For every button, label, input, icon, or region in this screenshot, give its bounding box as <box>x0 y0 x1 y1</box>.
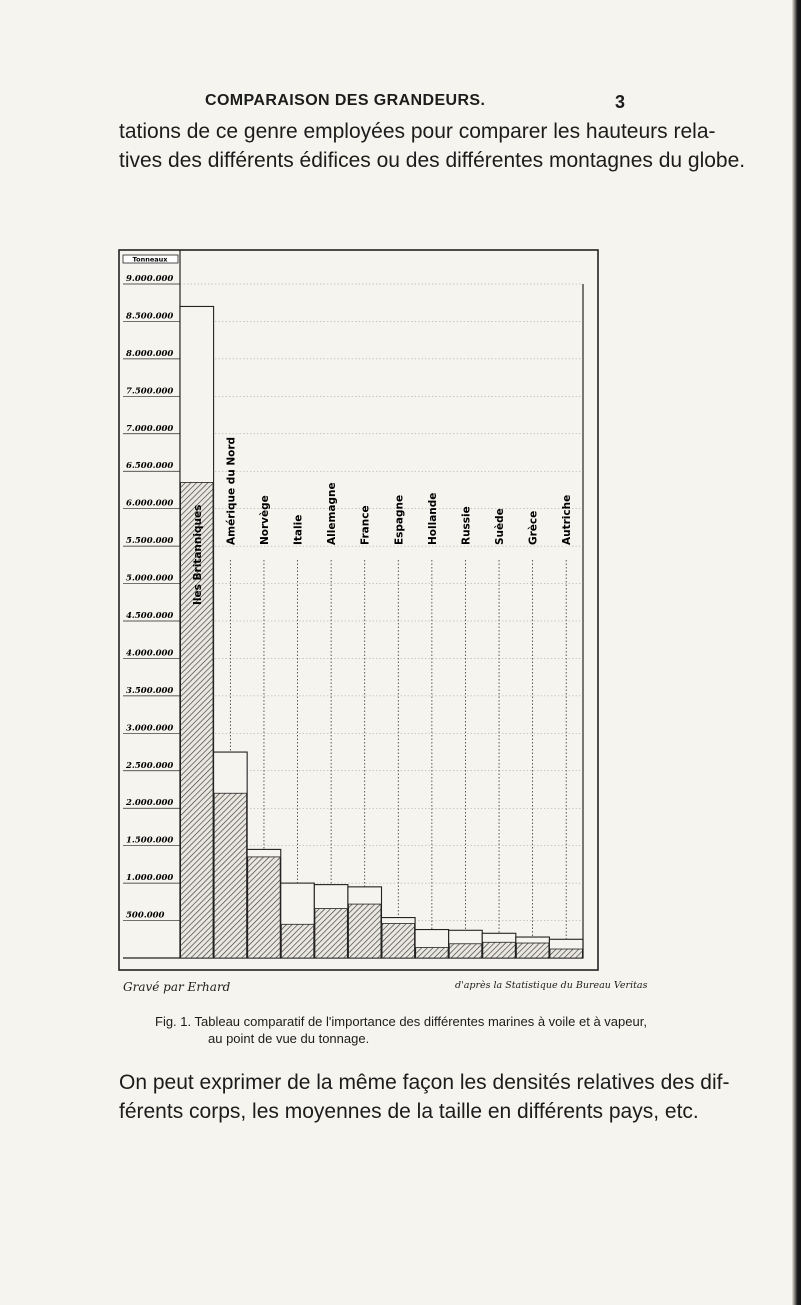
y-tick-label: 3.500.000 <box>126 685 174 696</box>
category-label: Hollande <box>426 492 439 545</box>
bar-hatched <box>550 949 582 958</box>
bar-hatched <box>516 943 548 958</box>
category-label: Suède <box>494 508 507 545</box>
engraver-credit: Gravé par Erhard <box>123 980 231 994</box>
y-tick-label: 2.500.000 <box>126 760 174 771</box>
bar-hatched <box>449 944 481 958</box>
category-label: Espagne <box>393 494 406 545</box>
paragraph-line: On peut exprimer de la même façon les densités relatives des dif- <box>119 1071 730 1094</box>
category-label: Iles Britanniques <box>191 504 204 605</box>
caption-line: au point de vue du tonnage. <box>208 1031 370 1046</box>
bar-hatched <box>248 857 280 958</box>
category-label: Russie <box>460 506 473 545</box>
paragraph-line: tives des différents édifices ou des différentes montagnes du globe. <box>119 149 746 172</box>
source-credit: d'après la Statistique du Bureau Veritas <box>455 980 648 991</box>
y-tick-label: 4.000.000 <box>126 648 174 659</box>
bar-hatched <box>349 904 381 958</box>
page-number: 3 <box>615 92 626 112</box>
y-tick-label: 2.000.000 <box>126 798 174 809</box>
y-tick-label: 6.500.000 <box>126 461 174 472</box>
y-tick-label: 1.000.000 <box>126 873 174 884</box>
y-tick-label: 1.500.000 <box>126 835 174 846</box>
paragraph-bottom <box>119 1068 730 1126</box>
category-label: Norvège <box>258 495 271 545</box>
y-axis-title: Tonneaux <box>132 255 168 264</box>
running-head: COMPARAISON DES GRANDEURS. <box>205 92 486 109</box>
bar-hatched <box>416 948 448 958</box>
category-label: Allemagne <box>326 482 339 545</box>
y-tick-label: 7.000.000 <box>126 423 174 434</box>
y-tick-label: 6.000.000 <box>126 498 174 509</box>
y-tick-label: 4.500.000 <box>126 611 174 621</box>
y-tick-label: 9.000.000 <box>126 274 174 284</box>
bar-hatched <box>483 942 515 958</box>
y-tick-label: 3.000.000 <box>126 723 174 734</box>
y-tick-label: 5.500.000 <box>126 536 174 547</box>
bar-hatched <box>281 924 313 958</box>
paragraph-line: tations de ce genre employées pour comparer les hauteurs rela- <box>119 120 716 143</box>
y-tick-label: 5.000.000 <box>126 573 174 584</box>
bar-hatched <box>382 924 414 958</box>
figure-caption <box>155 1013 655 1047</box>
paragraph-line: férents corps, les moyennes de la taille en différents pays, etc. <box>119 1100 699 1123</box>
category-label: Amérique du Nord <box>225 436 238 545</box>
y-tick-label: 500.000 <box>126 910 165 921</box>
caption-line: Fig. 1. Tableau comparatif de l'importance des différentes marines à voile et à vapeur, <box>155 1014 647 1029</box>
category-label: Autriche <box>561 494 574 545</box>
y-tick-label: 8.000.000 <box>126 348 174 359</box>
y-tick-label: 7.500.000 <box>126 386 174 397</box>
category-label: France <box>359 505 372 545</box>
category-label: Italie <box>292 514 305 545</box>
bar-hatched <box>315 909 347 958</box>
bar-hatched <box>214 793 246 958</box>
category-label: Grèce <box>527 510 540 545</box>
y-tick-label: 8.500.000 <box>126 311 174 322</box>
